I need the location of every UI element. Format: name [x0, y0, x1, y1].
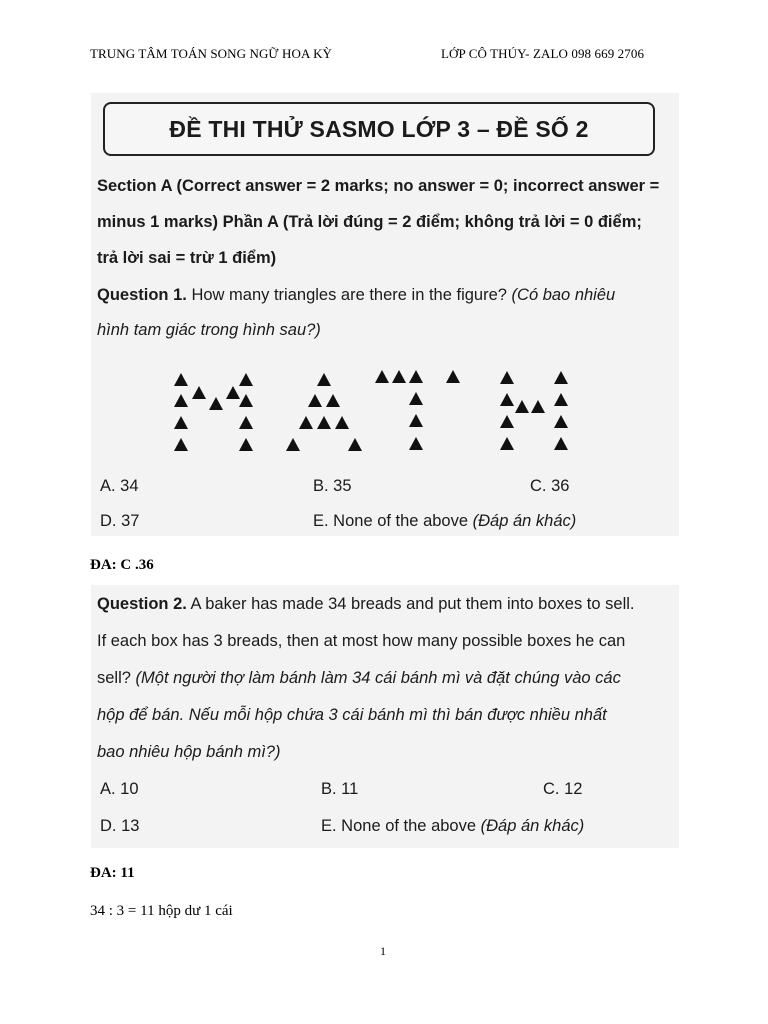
q1-option-e-vi: (Đáp án khác) [472, 512, 577, 530]
triangle-icon [500, 437, 514, 450]
q2-vi-2: hộp để bán. Nếu mỗi hộp chứa 3 cái bánh mì thì bán được nhiều nhất [97, 706, 607, 724]
q2-line-3: sell? [97, 669, 136, 687]
exam-title: ĐỀ THI THỬ SASMO LỚP 3 – ĐỀ SỐ 2 [103, 102, 655, 156]
triangle-icon [317, 416, 331, 429]
header-left: TRUNG TÂM TOÁN SONG NGỮ HOA KỲ [90, 46, 333, 61]
q2-option-d: D. 13 [100, 817, 140, 835]
triangle-icon [192, 386, 206, 399]
q1-vi-2: hình tam giác trong hình sau?) [97, 321, 321, 339]
section-line-1: Section A (Correct answer = 2 marks; no answer = 0; incorrect answer = [97, 177, 660, 195]
page-number: 1 [380, 944, 386, 958]
triangle-icon [409, 437, 423, 450]
q1-label: Question 1. [97, 286, 187, 304]
triangle-icon [226, 386, 240, 399]
triangle-icon [174, 394, 188, 407]
q2-vi-3: bao nhiêu hộp bánh mì?) [97, 743, 281, 761]
q1-text: How many triangles are there in the figure? [186, 286, 512, 304]
q1-option-a: A. 34 [100, 477, 139, 495]
triangle-icon [392, 370, 406, 383]
triangle-icon [239, 416, 253, 429]
triangle-icon [531, 400, 545, 413]
triangle-icon [500, 371, 514, 384]
q2-option-e [321, 817, 584, 836]
q1-vi-1: (Có bao nhiêu [511, 286, 616, 304]
triangle-icon [446, 370, 460, 383]
triangle-icon [554, 371, 568, 384]
triangle-icon [317, 373, 331, 386]
triangle-icon [554, 437, 568, 450]
triangle-icon [554, 393, 568, 406]
q1-option-d: D. 37 [100, 512, 140, 530]
triangle-icon [554, 415, 568, 428]
section-line-3: trả lời sai = trừ 1 điểm) [97, 249, 277, 267]
triangle-icon [335, 416, 349, 429]
triangle-icon [326, 394, 340, 407]
triangle-icon [239, 373, 253, 386]
q1-answer: ĐA: C .36 [90, 557, 154, 573]
triangle-icon [239, 394, 253, 407]
q2-option-e-vi: (Đáp án khác) [480, 817, 585, 835]
header-right: LỚP CÔ THÚY- ZALO 098 669 2706 [441, 46, 645, 61]
q1-option-e-text: E. None of the above [313, 512, 473, 530]
q2-option-a: A. 10 [100, 780, 139, 798]
q2-option-e-text: E. None of the above [321, 817, 481, 835]
q2-text-line-1 [97, 595, 634, 614]
triangle-icon [348, 438, 362, 451]
scan-block-question-2 [91, 585, 679, 848]
q2-line-1: A baker has made 34 breads and put them into boxes to sell. [186, 595, 635, 613]
triangle-icon [500, 415, 514, 428]
q1-option-b: B. 35 [313, 477, 352, 495]
q2-answer: ĐA: 11 [90, 865, 135, 881]
triangle-icon [409, 414, 423, 427]
q2-text-line-3 [97, 669, 621, 688]
triangle-icon [174, 416, 188, 429]
triangle-icon [286, 438, 300, 451]
section-line-2: minus 1 marks) Phần A (Trả lời đúng = 2 điểm; không trả lời = 0 điểm; [97, 213, 642, 231]
q1-text-line-1 [97, 286, 615, 305]
triangle-icon [409, 370, 423, 383]
q1-option-e [313, 512, 576, 531]
triangle-icon [500, 393, 514, 406]
q2-option-c: C. 12 [543, 780, 583, 798]
q1-option-c: C. 36 [530, 477, 570, 495]
triangle-icon [375, 370, 389, 383]
q2-option-b: B. 11 [321, 780, 359, 798]
triangle-icon [308, 394, 322, 407]
triangle-icon [174, 373, 188, 386]
scan-block-question-1 [91, 93, 679, 536]
q2-vi-1: (Một người thợ làm bánh làm 34 cái bánh mì và đặt chúng vào các [135, 669, 621, 687]
triangle-icon [174, 438, 188, 451]
triangle-icon [209, 397, 223, 410]
triangle-icon [299, 416, 313, 429]
q2-label: Question 2. [97, 595, 187, 613]
q2-line-2: If each box has 3 breads, then at most how many possible boxes he can [97, 632, 626, 650]
triangle-icon [515, 400, 529, 413]
triangle-icon [409, 392, 423, 405]
triangle-icon [239, 438, 253, 451]
q2-calculation: 34 : 3 = 11 hộp dư 1 cái [90, 903, 233, 919]
